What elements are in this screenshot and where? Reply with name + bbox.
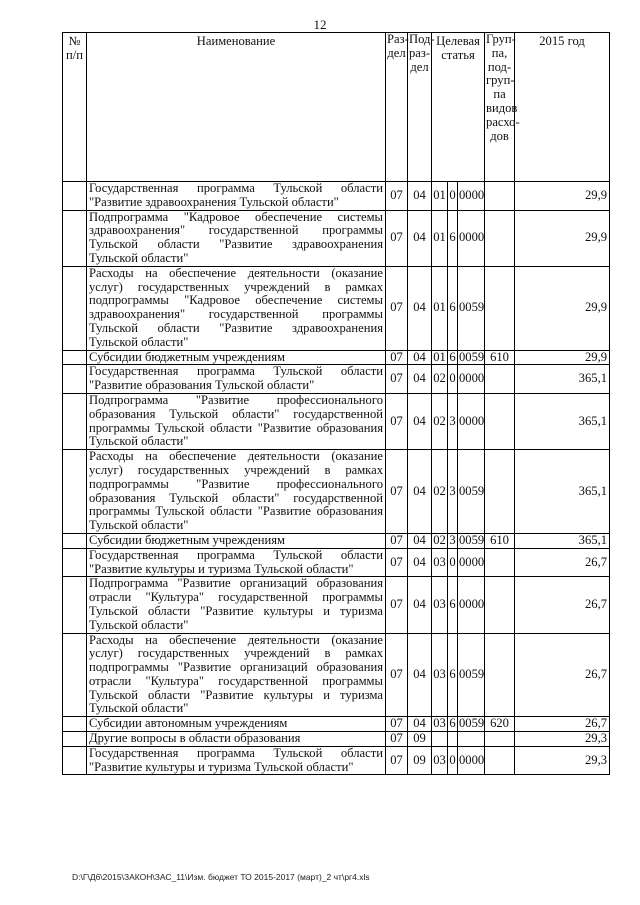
row-target-subprogram <box>448 732 458 747</box>
row-target-direction: 0059 <box>458 633 485 717</box>
table-row <box>63 533 610 548</box>
row-amount-2015: 365,1 <box>515 365 610 394</box>
row-target-program: 02 <box>432 393 448 449</box>
row-name: Государственная программа Тульской области "Развитие культуры и туризма Тульской области" <box>87 548 386 577</box>
row-target-program: 02 <box>432 450 448 534</box>
table-row <box>63 393 610 449</box>
row-expense-group <box>485 548 515 577</box>
row-number <box>63 732 87 747</box>
row-target-subprogram: 0 <box>448 746 458 775</box>
row-target-program: 02 <box>433 532 446 547</box>
row-target-direction: 0000 <box>458 548 485 577</box>
row-podrazdel: 04 <box>408 548 432 577</box>
row-target-direction: 0059 <box>458 450 485 534</box>
row-podrazdel: 04 <box>408 577 432 633</box>
row-podrazdel: 09 <box>408 746 432 775</box>
row-expense-group <box>485 633 515 717</box>
table-row <box>63 365 610 394</box>
row-podrazdel: 04 <box>408 350 432 365</box>
row-podrazdel: 04 <box>408 717 432 732</box>
row-amount-2015: 365,1 <box>515 450 610 534</box>
row-expense-group <box>485 210 515 266</box>
row-number <box>63 393 87 449</box>
row-target-program: 01 <box>432 210 448 266</box>
row-razdel: 07 <box>386 633 408 717</box>
row-target-direction: 0059 <box>459 532 485 547</box>
row-target-direction: 0000 <box>458 365 485 394</box>
row-podrazdel: 04 <box>408 266 432 350</box>
row-target-subprogram: 6 <box>449 716 456 731</box>
row-target-program: 01 <box>432 182 448 211</box>
row-razdel: 07 <box>386 350 408 365</box>
header-name: Наименование <box>87 33 386 182</box>
row-expense-group <box>485 732 515 747</box>
row-number <box>63 533 87 548</box>
row-target-program: 03 <box>432 633 448 717</box>
row-podrazdel: 09 <box>408 732 432 747</box>
row-number <box>63 746 87 775</box>
row-target-program: 01 <box>433 349 446 364</box>
row-amount-2015: 26,7 <box>515 577 610 633</box>
budget-table <box>62 32 610 775</box>
table-row <box>63 548 610 577</box>
row-target-subprogram: 6 <box>448 577 458 633</box>
row-amount-2015: 365,1 <box>515 393 610 449</box>
row-razdel: 07 <box>386 266 408 350</box>
header-year: 2015 год <box>515 33 610 182</box>
header-razdel: Раз-дел <box>386 33 408 182</box>
row-expense-group: 620 <box>485 717 515 732</box>
header-group: Груп-па, под-груп-па видов расхо-дов <box>485 33 515 182</box>
header-podrazdel: Под-раз-дел <box>408 33 432 182</box>
table-row <box>63 732 610 747</box>
row-podrazdel: 04 <box>408 533 432 548</box>
row-razdel: 07 <box>386 365 408 394</box>
row-number <box>63 717 87 732</box>
row-number <box>63 182 87 211</box>
row-expense-group <box>485 266 515 350</box>
row-amount-2015: 26,7 <box>515 548 610 577</box>
row-razdel: 07 <box>386 182 408 211</box>
row-razdel: 07 <box>386 717 408 732</box>
table-row <box>63 717 610 732</box>
row-name: Другие вопросы в области образования <box>87 732 386 747</box>
row-target-program: 01 <box>432 266 448 350</box>
row-target-subprogram: 0 <box>448 548 458 577</box>
row-target-program: 03 <box>433 716 446 731</box>
row-razdel: 07 <box>386 393 408 449</box>
row-name: Расходы на обеспечение деятельности (оказание услуг) государственных учреждений в рамках подпрограммы "Развитие профессионального образования Тульской области" государственной программы Тульской области "Развитие образования Тульской области" <box>87 450 386 534</box>
row-target-program <box>432 732 448 747</box>
row-expense-group: 610 <box>485 533 515 548</box>
row-target-program: 03 <box>432 746 448 775</box>
row-number <box>63 548 87 577</box>
table-row <box>63 210 610 266</box>
row-target-subprogram: 6 <box>448 633 458 717</box>
row-target-direction: 0000 <box>458 182 485 211</box>
table-row <box>63 182 610 211</box>
row-number <box>63 633 87 717</box>
row-target-subprogram: 6 <box>449 349 456 364</box>
row-name: Субсидии автономным учреждениям <box>87 717 386 732</box>
row-name: Государственная программа Тульской области "Развитие здравоохранения Тульской области" <box>87 182 386 211</box>
row-target-program: 03 <box>432 548 448 577</box>
row-expense-group <box>485 365 515 394</box>
table-row <box>63 266 610 350</box>
row-target-direction <box>458 732 485 747</box>
row-razdel: 07 <box>386 533 408 548</box>
row-expense-group <box>485 450 515 534</box>
footer-file-path: D:\Г\Д6\2015\ЗАКОН\ЗАС_11\Изм. бюджет ТО 2015-2017 (март)_2 чт\рг4.xls <box>72 872 370 882</box>
row-target-direction: 0000 <box>458 210 485 266</box>
row-name: Субсидии бюджетным учреждениям <box>87 350 386 365</box>
row-amount-2015: 29,9 <box>515 182 610 211</box>
row-amount-2015: 29,9 <box>515 266 610 350</box>
row-target-direction: 0059 <box>459 716 485 731</box>
table-row <box>63 350 610 365</box>
page-number: 12 <box>313 17 327 32</box>
row-podrazdel: 04 <box>408 182 432 211</box>
header-target: Целевая статья <box>432 33 485 182</box>
row-name: Подпрограмма "Развитие организаций образования отрасли "Культура" государственной программы Тульской области "Развитие культуры и туризма Тульской области" <box>87 577 386 633</box>
row-target-direction: 0000 <box>458 393 485 449</box>
row-number <box>63 450 87 534</box>
row-number <box>63 577 87 633</box>
row-target-direction: 0000 <box>458 746 485 775</box>
row-podrazdel: 04 <box>408 393 432 449</box>
table-body <box>63 182 610 775</box>
row-podrazdel: 04 <box>408 633 432 717</box>
row-number <box>63 266 87 350</box>
row-podrazdel: 04 <box>408 365 432 394</box>
row-name: Государственная программа Тульской области "Развитие образования Тульской области" <box>87 365 386 394</box>
row-name: Субсидии бюджетным учреждениям <box>87 533 386 548</box>
row-name: Государственная программа Тульской области "Развитие культуры и туризма Тульской области" <box>87 746 386 775</box>
row-target-direction: 0059 <box>459 349 485 364</box>
row-number <box>63 210 87 266</box>
row-target-program: 03 <box>432 577 448 633</box>
table-row <box>63 577 610 633</box>
table-row <box>63 633 610 717</box>
row-podrazdel: 04 <box>408 210 432 266</box>
row-podrazdel: 04 <box>408 450 432 534</box>
table-row <box>63 746 610 775</box>
row-razdel: 07 <box>386 746 408 775</box>
row-expense-group <box>485 393 515 449</box>
row-razdel: 07 <box>386 732 408 747</box>
row-target-direction: 0000 <box>458 577 485 633</box>
row-expense-group <box>485 746 515 775</box>
table-header-row <box>63 33 610 182</box>
row-name: Подпрограмма "Кадровое обеспечение системы здравоохранения" государственной программы Тульской области "Развитие здравоохранения Тульской области" <box>87 210 386 266</box>
row-target-program: 02 <box>432 365 448 394</box>
row-name: Подпрограмма "Развитие профессионального образования Тульской области" государственной программы Тульской области "Развитие образования Тульской области" <box>87 393 386 449</box>
row-expense-group: 610 <box>485 350 515 365</box>
row-razdel: 07 <box>386 577 408 633</box>
row-name: Расходы на обеспечение деятельности (оказание услуг) государственных учреждений в рамках подпрограммы "Кадровое обеспечение системы здравоохранения" государственной программы Тульской области "Развитие здравоохранения Тульской области" <box>87 266 386 350</box>
row-amount-2015: 29,9 <box>515 350 610 365</box>
row-amount-2015: 29,3 <box>515 732 610 747</box>
row-target-subprogram: 3 <box>448 393 458 449</box>
row-target-subprogram: 0 <box>448 365 458 394</box>
row-target-direction: 0059 <box>458 266 485 350</box>
row-target-subprogram: 6 <box>448 266 458 350</box>
row-target-subprogram: 3 <box>449 532 456 547</box>
row-number <box>63 365 87 394</box>
row-amount-2015: 29,3 <box>515 746 610 775</box>
row-amount-2015: 29,9 <box>515 210 610 266</box>
row-razdel: 07 <box>386 450 408 534</box>
row-name: Расходы на обеспечение деятельности (оказание услуг) государственных учреждений в рамках подпрограммы "Развитие организаций образования отрасли "Культура" государственной программы Тульской области "Развитие культуры и туризма Тульской области" <box>87 633 386 717</box>
row-target-subprogram: 6 <box>448 210 458 266</box>
row-razdel: 07 <box>386 210 408 266</box>
row-amount-2015: 365,1 <box>515 533 610 548</box>
row-number <box>63 350 87 365</box>
row-expense-group <box>485 182 515 211</box>
table-row <box>63 450 610 534</box>
row-amount-2015: 26,7 <box>515 717 610 732</box>
header-num: № п/п <box>63 33 87 182</box>
row-razdel: 07 <box>386 548 408 577</box>
row-expense-group <box>485 577 515 633</box>
row-amount-2015: 26,7 <box>515 633 610 717</box>
row-target-subprogram: 0 <box>448 182 458 211</box>
row-target-subprogram: 3 <box>448 450 458 534</box>
